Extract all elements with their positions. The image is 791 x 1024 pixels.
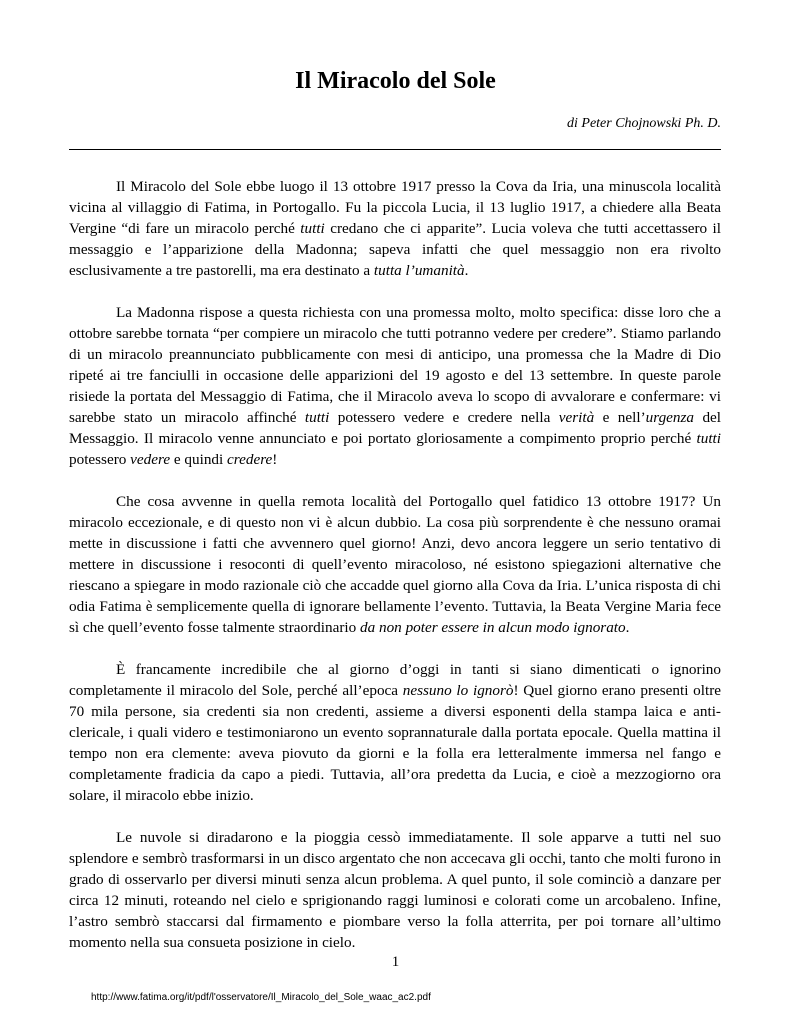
text-run: potessero — [69, 451, 131, 468]
document-title: Il Miracolo del Sole — [295, 68, 496, 94]
italic-text-run: tutti — [696, 430, 721, 447]
document-author: di Peter Chojnowski Ph. D. — [567, 116, 721, 131]
italic-text-run: tutta l’umanità — [373, 262, 465, 279]
page-number: 1 — [391, 954, 400, 970]
paragraph-3 — [69, 491, 721, 638]
italic-text-run: verità — [558, 409, 595, 426]
text-run: ! — [272, 451, 278, 468]
text-run: ! Quel giorno erano presenti oltre 70 mila persone, sia credenti sia non credenti, assieme a diversi esponenti della stampa laica e anti-clericale, i quali videro e testimoniarono un evento soprannaturale dalla portata epocale. Quella mattina il tempo non era clemente: aveva piovuto da giorni e la folla era letteralmente immersa nel fango e completamente fradicia da capo a piedi. Tuttavia, all’ora predetta da Lucia, e cioè a mezzogiorno ora solare, il miracolo ebbe inizio. — [69, 682, 721, 804]
italic-text-run: urgenza — [645, 409, 695, 426]
text-run: credano che ci apparite”. Lucia voleva che tutti accettassero il messaggio e l’apparizione della Madonna; sapeva infatti che quel messaggio non era rivolto esclusivamente a tre pastorelli, ma era destinato a — [69, 220, 721, 279]
footer-url: http://www.fatima.org/it/pdf/l'osservatore/Il_Miracolo_del_Sole_waac_ac2.pdf — [91, 992, 431, 1003]
text-run: e quindi — [170, 451, 228, 468]
document-body — [69, 176, 721, 974]
text-run: potessero vedere e credere nella — [329, 409, 559, 426]
italic-text-run: nessuno lo ignorò — [402, 682, 514, 699]
italic-text-run: credere — [227, 451, 273, 468]
italic-text-run: vedere — [130, 451, 171, 468]
text-run: La Madonna rispose a questa richiesta con una promessa molto, molto specifica: disse loro che a ottobre sarebbe tornata “per compiere un miracolo che tutti potranno vedere per credere”. Stiamo parlando di un miracolo preannunciato pubblicamente con mesi di anticipo, una promessa che la Madre di Dio ripeté ai tre fanciulli in occasione delle apparizioni del 19 agosto e del 13 settembre. In queste parole risiede la portata del Messaggio di Fatima, che il Miracolo aveva lo scopo di avvalorare e confermare: vi sarebbe stato un miracolo affinché — [69, 304, 721, 426]
paragraph-2 — [69, 302, 721, 470]
paragraph-4 — [69, 659, 721, 806]
text-run: Le nuvole si diradarono e la pioggia cessò immediatamente. Il sole apparve a tutti nel suo splendore e sembrò trasformarsi in un disco argentato che non accecava gli occhi, tanto che molti furono in grado di osservarlo per diversi minuti senza alcun problema. A quel punto, il sole cominciò a danzare per circa 12 minuti, roteando nel cielo e sprigionando raggi luminosi e colorati come un arcobaleno. Infine, l’astro sembrò staccarsi dal firmamento e piombare verso la folla atterrita, per poi tornare all’ultimo momento nella sua consueta posizione in cielo. — [69, 829, 721, 951]
text-run: Il Miracolo del Sole ebbe luogo il 13 ottobre 1917 presso la Cova da Iria, una minuscola località vicina al villaggio di Fatima, in Portogallo. Fu la piccola Lucia, il 13 luglio 1917, a chiedere alla Beata Vergine “di fare un miracolo perché — [69, 178, 721, 237]
italic-text-run: tutti — [304, 409, 330, 426]
text-run: . — [625, 619, 630, 636]
paragraph-1 — [69, 176, 721, 281]
italic-text-run: da non poter essere in alcun modo ignorato — [360, 619, 626, 636]
title-divider — [69, 149, 721, 150]
text-run: e nell’ — [594, 409, 646, 426]
text-run: Che cosa avvenne in quella remota località del Portogallo quel fatidico 13 ottobre 1917? Un miracolo eccezionale, e di questo non vi è alcun dubbio. La cosa più sorprendente è che nessuno oramai mette in discussione i fatti che avvennero quel giorno! Anzi, devo ancora leggere un serio tentativo di mettere in discussione i resoconti di quell’evento miracoloso, né esistono spiegazioni alternative che riescano a spiegare in modo razionale ciò che accadde quel giorno alla Cova da Iria. L’unica risposta di chi odia Fatima è semplicemente quella di ignorare bellamente l’evento. Tuttavia, la Beata Vergine Maria fece sì che quell’evento fosse talmente straordinario — [69, 493, 721, 636]
text-run: È francamente incredibile che al giorno d’oggi in tanti si siano dimenticati o ignorino completamente il miracolo del Sole, perché all’epoca — [69, 661, 721, 699]
text-run: del Messaggio. Il miracolo venne annunciato e poi portato gloriosamente a compimento proprio perché — [69, 409, 722, 447]
text-run: . — [464, 262, 469, 279]
italic-text-run: tutti — [300, 220, 325, 237]
paragraph-5 — [69, 827, 721, 953]
